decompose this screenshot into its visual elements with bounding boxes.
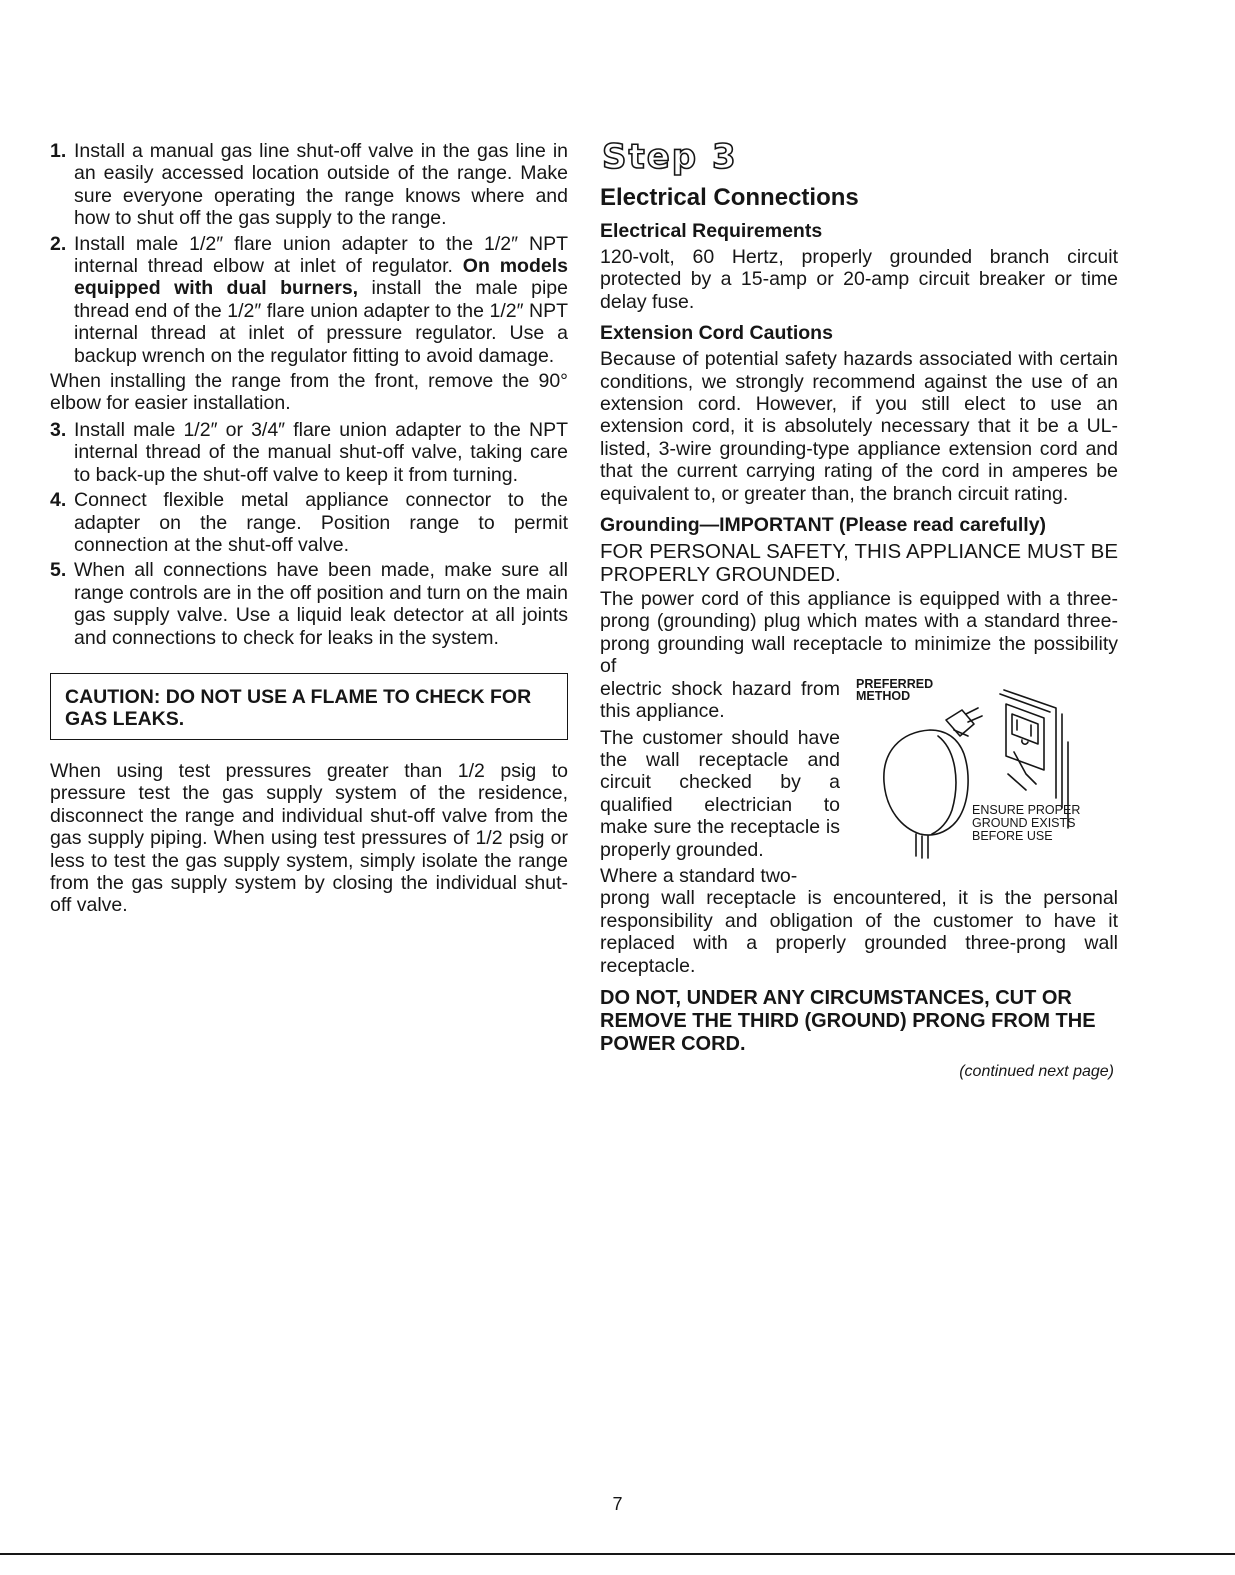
section-title: Electrical Connections <box>600 184 859 211</box>
item-text: When all connections have been made, make sure all range controls are in the off position and turn on the main gas supply valve. Use a liquid leak detector at all joints and connections to check for leaks in the system. <box>74 559 568 649</box>
figure-note: ENSURE PROPER GROUND EXISTS BEFORE USE <box>972 802 1081 843</box>
electrical-requirements-text: 120-volt, 60 Hertz, properly grounded branch circuit protected by a 15-amp or 20-amp circuit breaker or time delay fuse. <box>600 246 1118 313</box>
bottom-rule <box>0 1553 1235 1555</box>
extension-cord-text: Because of potential safety hazards associated with certain conditions, we strongly recommend against the use of an extension cord. However, if you still elect to use an extension cord, it is absolutely necessary that it be a UL-listed, 3-wire grounding-type appliance extension cord and that the current carrying rating of the cord in amperes be equivalent to, or greater than, the branch circuit rating. <box>600 348 1118 505</box>
continued-next-page: (continued next page) <box>959 1062 1114 1080</box>
step-item-2 <box>50 233 568 367</box>
item-bold-text: On models equipped with dual burners, <box>74 255 568 300</box>
item-text: Connect flexible metal appliance connector to the adapter on the range. Position range to permit connection at the shut-off valve. <box>74 489 568 556</box>
step-item-3 <box>50 419 568 486</box>
right-column <box>600 138 1118 1082</box>
left-column <box>50 140 568 921</box>
extension-cord-heading: Extension Cord Cautions <box>600 322 833 345</box>
grounded-plug-figure <box>856 678 1118 900</box>
item-number: 3. <box>50 418 67 441</box>
step-title: Step 3 <box>602 137 738 177</box>
step-item-1 <box>50 140 568 230</box>
grounding-heading: Grounding—IMPORTANT (Please read carefully) <box>600 514 1047 537</box>
two-prong-continued-text: prong wall receptacle is encountered, it is the personal responsibility and obligation of the customer to have it replaced with a properly grounded three-prong wall receptacle. <box>600 887 1118 977</box>
item-number: 4. <box>50 489 67 512</box>
ground-prong-warning: DO NOT, UNDER ANY CIRCUMSTANCES, CUT OR REMOVE THE THIRD (GROUND) PRONG FROM THE POWER CORD. <box>600 986 1096 1055</box>
item-text: Install a manual gas line shut-off valve in the gas line in an easily accessed location outside of the range. Make sure everyone operating the range knows where and how to shut off the gas supply to the range. <box>74 140 568 230</box>
step-item-4 <box>50 489 568 556</box>
item-text: Install male 1/2″ or 3/4″ flare union adapter to the NPT internal thread of the manual shut-off valve, taking care to back-up the shut-off valve to keep it from turning. <box>74 418 568 486</box>
grounding-text: The power cord of this appliance is equipped with a three-prong (grounding) plug which mates with a standard three-prong grounding wall receptacle to minimize the possibility of <box>600 588 1118 678</box>
caution-box: CAUTION: DO NOT USE A FLAME TO CHECK FOR GAS LEAKS. <box>50 673 568 740</box>
page-number: 7 <box>612 1494 623 1514</box>
grounding-caps-text: FOR PERSONAL SAFETY, THIS APPLIANCE MUST BE PROPERLY GROUNDED. <box>600 540 1118 587</box>
figure-label: PREFERRED METHOD <box>856 676 934 704</box>
item-number: 1. <box>50 140 67 162</box>
grounding-figure-section <box>600 678 1118 888</box>
shock-hazard-text: electric shock hazard from this appliance. <box>600 677 840 723</box>
electrical-requirements-heading: Electrical Requirements <box>600 220 823 242</box>
step-item-5 <box>50 559 568 649</box>
item-text: install the male pipe thread end of the 1/2″ flare union adapter to the 1/2″ NPT internal thread at inlet of pressure regulator. Use a backup wrench on the regulator fitting to avoid damage. <box>74 277 568 367</box>
customer-check-text: The customer should have the wall receptacle and circuit checked by a qualified electrician to make sure the receptacle is properly grounded. <box>600 726 840 861</box>
item-text: Install male 1/2″ flare union adapter to the 1/2″ NPT internal thread elbow at inlet of regulator. <box>74 232 568 278</box>
item-number: 5. <box>50 559 67 582</box>
front-install-note: When installing the range from the front, remove the 90° elbow for easier installation. <box>50 370 568 415</box>
plug-and-outlet-illustration <box>856 678 1118 900</box>
test-pressure-note: When using test pressures greater than 1/2 psig to pressure test the gas supply system of the residence, disconnect the range and individual shut-off valve from the gas supply piping. When using test pressures of 1/2 psig or less to test the gas supply system, simply isolate the range from the gas supply system by closing the individual shut-off valve. <box>50 759 568 917</box>
two-prong-text: Where a standard two- <box>600 864 798 887</box>
item-number: 2. <box>50 232 67 255</box>
